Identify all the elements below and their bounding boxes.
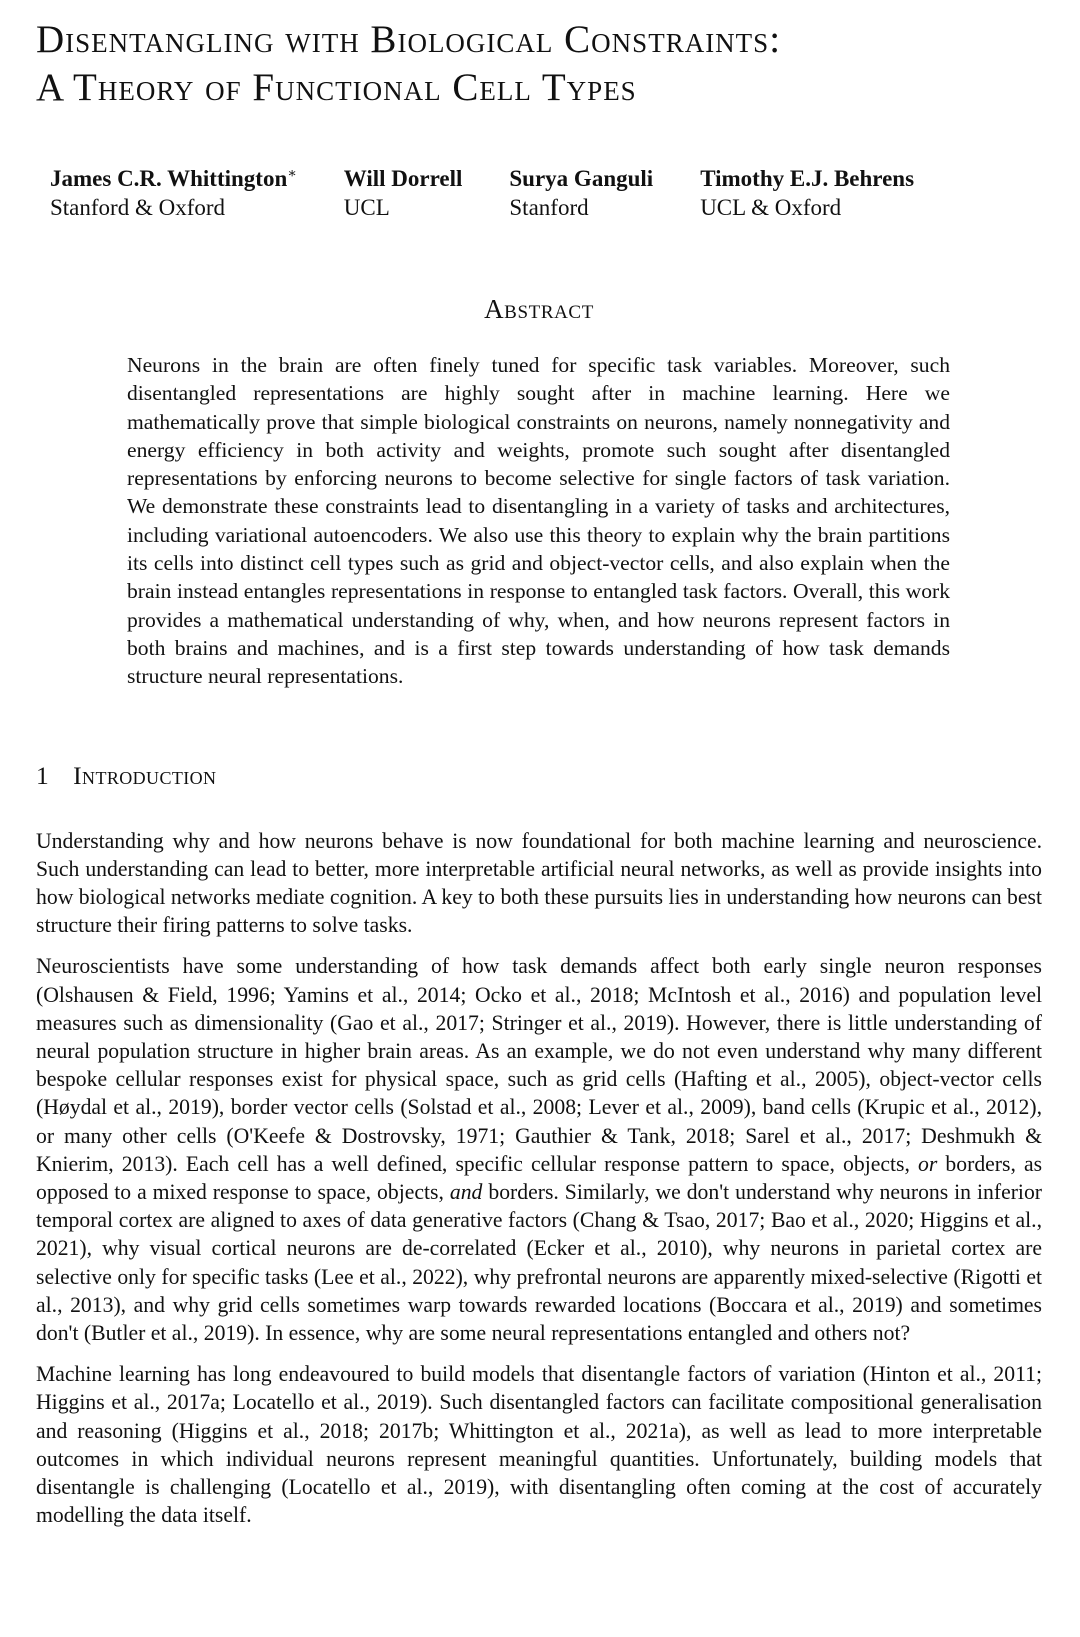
title-line-1: Disentangling with Biological Constraints:: [36, 18, 782, 61]
author-affiliation: UCL: [343, 195, 390, 220]
author-affiliation: Stanford: [509, 195, 589, 220]
intro-paragraph-2: Neuroscientists have some understanding of how task demands affect both early single neuron responses (Olshausen & Field, 1996; Yamins et al., 2014; Ocko et al., 2018; McIntosh et al., 2016) and population level measures such as dimensionality (Gao et al., 2017; Stringer et al., 2019). However, there is little understanding of neural population structure in higher brain areas. As an example, we do not even understand why many different bespoke cellular responses exist for physical space, such as grid cells (Hafting et al., 2005), object-vector cells (Høydal et al., 2019), border vector cells (Solstad et al., 2008; Lever et al., 2009), band cells (Krupic et al., 2012), or many other cells (O'Keefe & Dostrovsky, 1971; Gauthier & Tank, 2018; Sarel et al., 2017; Deshmukh & Knierim, 2013). Each cell has a well defined, specific cellular response pattern to space, objects, or borders, as opposed to a mixed response to space, objects, and borders. Similarly, we don't understand why neurons in inferior temporal cortex are aligned to axes of data generative factors (Chang & Tsao, 2017; Bao et al., 2020; Higgins et al., 2021), why visual cortical neurons are de-correlated (Ecker et al., 2010), why neurons in parietal cortex are selective only for specific tasks (Lee et al., 2022), why prefrontal neurons are apparently mixed-selective (Rigotti et al., 2013), and why grid cells sometimes warp towards rewarded locations (Boccara et al., 2019) and sometimes don't (Butler et al., 2019). In essence, why are some neural representations entangled and others not?: [36, 954, 1043, 1346]
title-line-2: A Theory of Functional Cell Types: [36, 66, 637, 109]
author-affiliation: Stanford & Oxford: [50, 195, 226, 220]
emphasis-and: and: [449, 1180, 483, 1204]
paper-title: [36, 0, 1042, 112]
author-block: [700, 164, 914, 222]
emphasis-or: or: [918, 1151, 938, 1176]
author-affiliation: UCL & Oxford: [700, 195, 842, 220]
author-block: [509, 164, 653, 222]
footnote-mark: ∗: [287, 166, 297, 182]
author-name: James C.R. Whittington∗: [50, 166, 297, 191]
author-name: Timothy E.J. Behrens: [700, 166, 915, 191]
author-list: [36, 164, 1042, 222]
author-name: Surya Ganguli: [509, 166, 654, 191]
section-heading: [36, 761, 1042, 791]
section-title: Introduction: [73, 760, 217, 790]
intro-paragraph-1: Understanding why and how neurons behave is now foundational for both machine learning and neuroscience. Such understanding can lead to better, more interpretable artificial neural networks, as well as provide insights into how biological networks mediate cognition. A key to both these pursuits lies in understanding how neurons can best structure their firing patterns to solve tasks.: [36, 828, 1042, 938]
author-block: [50, 164, 297, 222]
abstract-heading: Abstract: [484, 294, 594, 324]
author-block: [344, 164, 463, 222]
section-number: 1: [36, 760, 50, 790]
author-name: Will Dorrell: [343, 166, 463, 191]
intro-paragraph-3: Machine learning has long endeavoured to build models that disentangle factors of variation (Hinton et al., 2011; Higgins et al., 2017a; Locatello et al., 2019). Such disentangled factors can facilitate compositional generalisation and reasoning (Higgins et al., 2018; 2017b; Whittington et al., 2021a), as well as lead to more interpretable outcomes in which individual neurons represent meaningful quantities. Unfortunately, building models that disentangle is challenging (Locatello et al., 2019), with disentangling often coming at the cost of accurately modelling the data itself.: [36, 1362, 1042, 1528]
abstract-text: Neurons in the brain are often finely tuned for specific task variables. Moreover, such disentangled representations are highly sought after in machine learning. Here we mathematically prove that simple biological constraints on neurons, namely nonnegativity and energy efficiency in both activity and weights, promote such sought after disentangled representations by enforcing neurons to become selective for single factors of task variation. We demonstrate these constraints lead to disentangling in a variety of tasks and architectures, including variational autoencoders. We also use this theory to explain why the brain partitions its cells into distinct cell types such as grid and object-vector cells, and also explain when the brain instead entangles representations in response to entangled task factors. Overall, this work provides a mathematical understanding of why, when, and how neurons represent factors in both brains and machines, and is a first step towards understanding of how task demands structure neural representations.: [127, 353, 950, 689]
